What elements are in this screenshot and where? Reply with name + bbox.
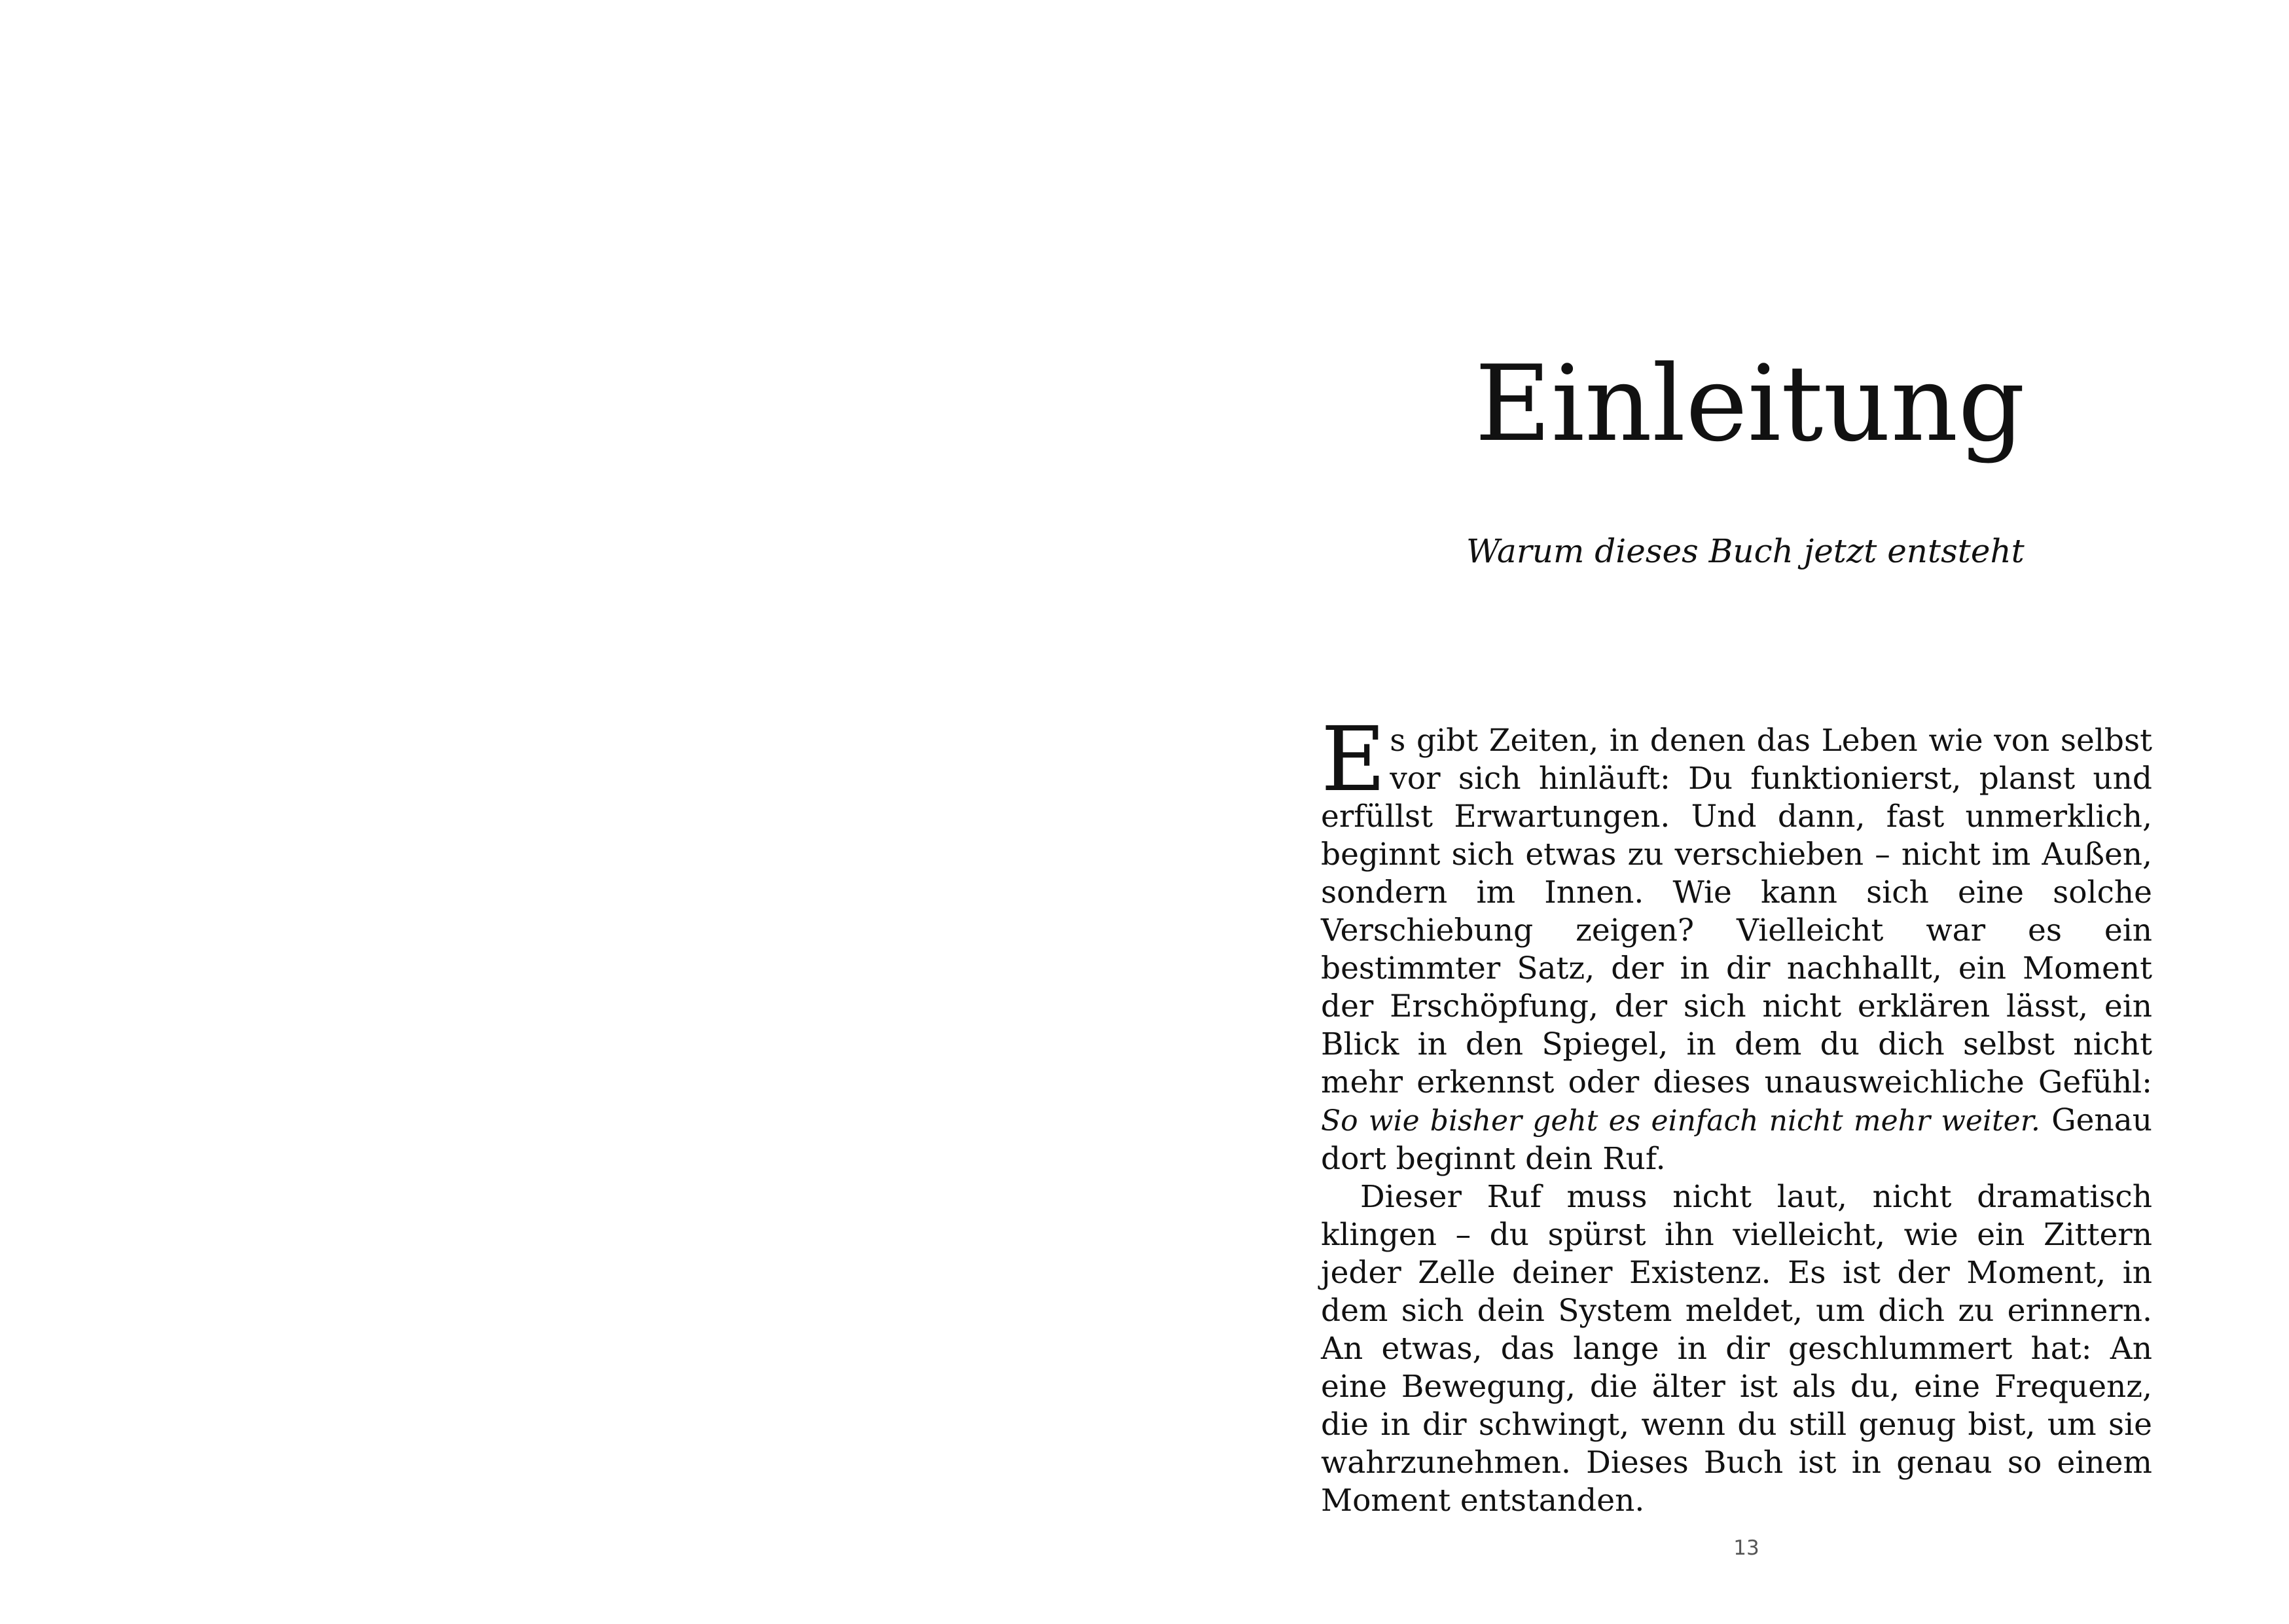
paragraph-1-text-a: s gibt Zeiten, in denen das Leben wie von selbst vor sich hinläuft: Du funktionierst, planst und erfüllst Erwartungen. Und dann, fast unmerklich, beginnt sich etwas zu verschieben – nicht im Außen, sondern im Innen. Wie kann sich eine solche Verschiebung zeigen? Vielleicht war es ein bestimmter Satz, der in dir nachhallt, ein Moment der Erschöpfung, der sich nicht erklären lässt, ein Blick in den Spiegel, in dem du dich selbst nicht mehr erkennst oder dieses unausweichliche Gefühl: <box>1321 723 2152 1100</box>
chapter-subtitle: Warum dieses Buch jetzt entsteht <box>1466 532 2025 570</box>
body-text <box>1321 708 2152 1520</box>
chapter-title: Einleitung <box>1475 342 2025 465</box>
page-number: 13 <box>1733 1536 1759 1560</box>
paragraph-2: Dieser Ruf muss nicht laut, nicht dramatisch klingen – du spürst ihn vielleicht, wie ein Zittern jeder Zelle deiner Existenz. Es ist der Moment, in dem sich dein System meldet, um dich zu erinnern. An etwas, das lange in dir geschlummert hat: An eine Bewegung, die älter ist als du, eine Frequenz, die in dir schwingt, wenn du still genug bist, um sie wahrzunehmen. Dieses Buch ist in genau so einem Moment entstanden. <box>1321 1179 2152 1519</box>
drop-cap: E <box>1321 708 1386 812</box>
left-page-blank <box>0 0 1144 1624</box>
paragraph-1-text-b: Genau dort beginnt dein Ruf. <box>1321 1102 2152 1177</box>
paragraph-1 <box>1321 708 2152 1178</box>
paragraph-1-emphasis: So wie bisher geht es einfach nicht mehr weiter. <box>1321 1104 2040 1138</box>
right-page <box>1144 0 2289 1624</box>
